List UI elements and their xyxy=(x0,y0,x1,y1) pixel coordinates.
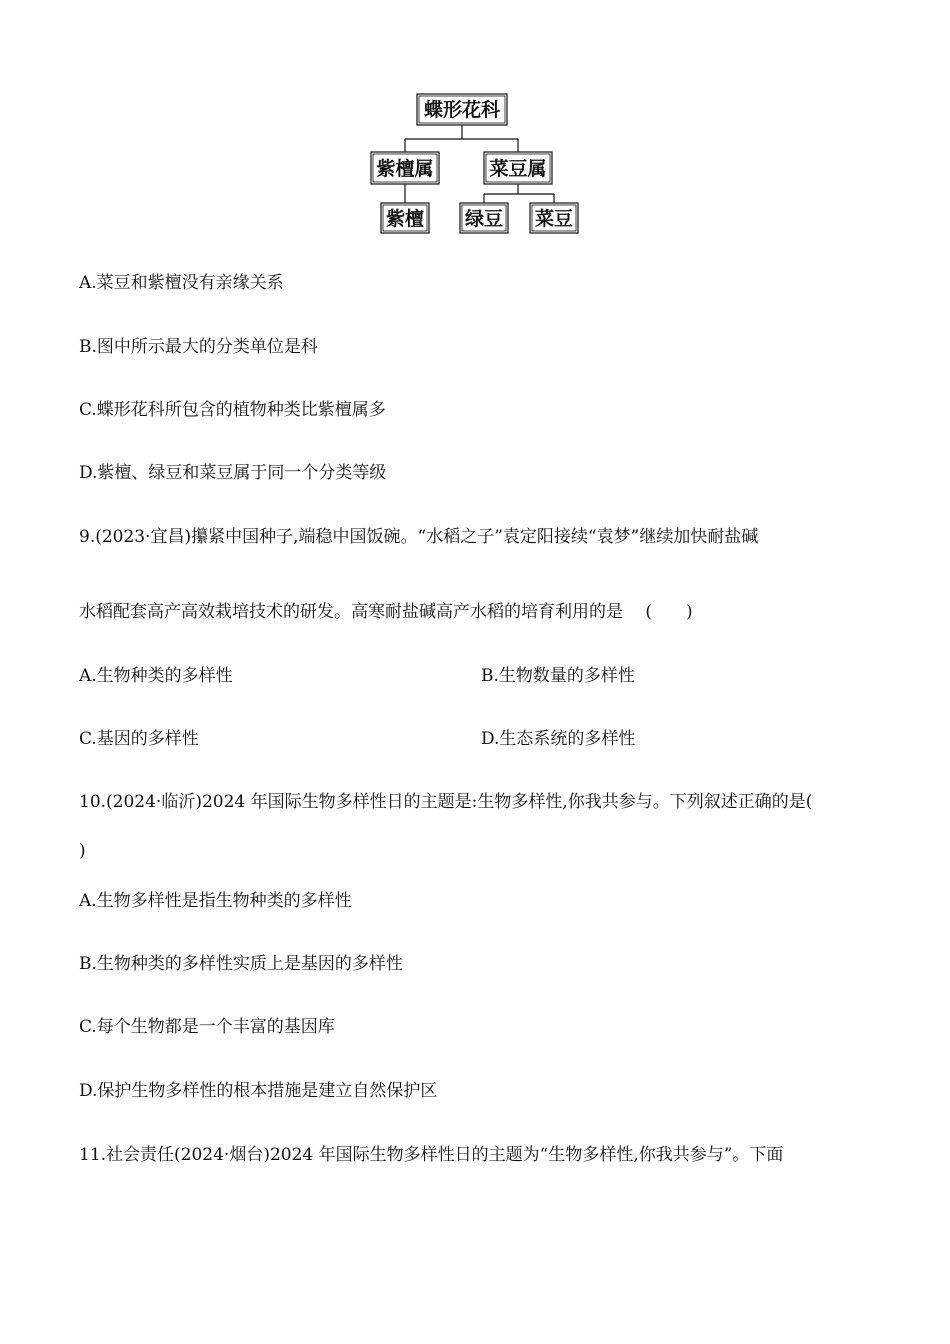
node-species-mid xyxy=(460,203,508,233)
q10-stem-line1: 10.(2024·临沂)2024 年国际生物多样性日的主题是:生物多样性,你我共参与。下列叙述正确的是( xyxy=(79,792,813,812)
q10-option-b: B.生物种类的多样性实质上是基因的多样性 xyxy=(79,954,403,974)
node-root xyxy=(417,94,507,125)
q11-stem-line1: 11.社会责任(2024·烟台)2024 年国际生物多样性日的主题为“生物多样性,你我共参与”。下面 xyxy=(79,1145,784,1165)
q9-option-c: C.基因的多样性 xyxy=(79,729,199,749)
node-species-mid-label: 绿豆 xyxy=(464,208,504,230)
node-genus-right xyxy=(484,152,552,184)
q8-option-c: C.蝶形花科所包含的植物种类比紫檀属多 xyxy=(79,400,386,420)
q9-option-a: A.生物种类的多样性 xyxy=(79,666,233,686)
node-genus-right-label: 菜豆属 xyxy=(489,158,547,180)
q8-option-b: B.图中所示最大的分类单位是科 xyxy=(79,337,318,357)
q10-stem-line2: ) xyxy=(79,841,86,861)
node-species-right xyxy=(530,203,578,233)
node-species-right-label: 菜豆 xyxy=(534,208,574,230)
q10-option-a: A.生物多样性是指生物种类的多样性 xyxy=(79,891,352,911)
q9-stem-line1: 9.(2023·宜昌)攥紧中国种子,端稳中国饭碗。“水稻之子”袁定阳接续“袁梦”继续加快耐盐碱 xyxy=(79,527,759,547)
q10-option-c: C.每个生物都是一个丰富的基因库 xyxy=(79,1017,335,1037)
q8-option-a: A.菜豆和紫檀没有亲缘关系 xyxy=(79,273,284,293)
q8-option-d: D.紫檀、绿豆和菜豆属于同一个分类等级 xyxy=(79,463,387,483)
taxonomy-diagram xyxy=(360,92,600,242)
node-root-label: 蝶形花科 xyxy=(423,99,501,121)
node-genus-left xyxy=(371,152,439,184)
node-species-left xyxy=(381,203,429,233)
q9-option-d: D.生态系统的多样性 xyxy=(481,729,636,749)
node-genus-left-label: 紫檀属 xyxy=(376,158,434,180)
q9-stem-line2: 水稻配套高产高效栽培技术的研发。高寒耐盐碱高产水稻的培育利用的是 ( ) xyxy=(79,602,693,622)
node-species-left-label: 紫檀 xyxy=(385,208,425,230)
q9-option-b: B.生物数量的多样性 xyxy=(481,666,635,686)
q10-option-d: D.保护生物多样性的根本措施是建立自然保护区 xyxy=(79,1081,438,1101)
